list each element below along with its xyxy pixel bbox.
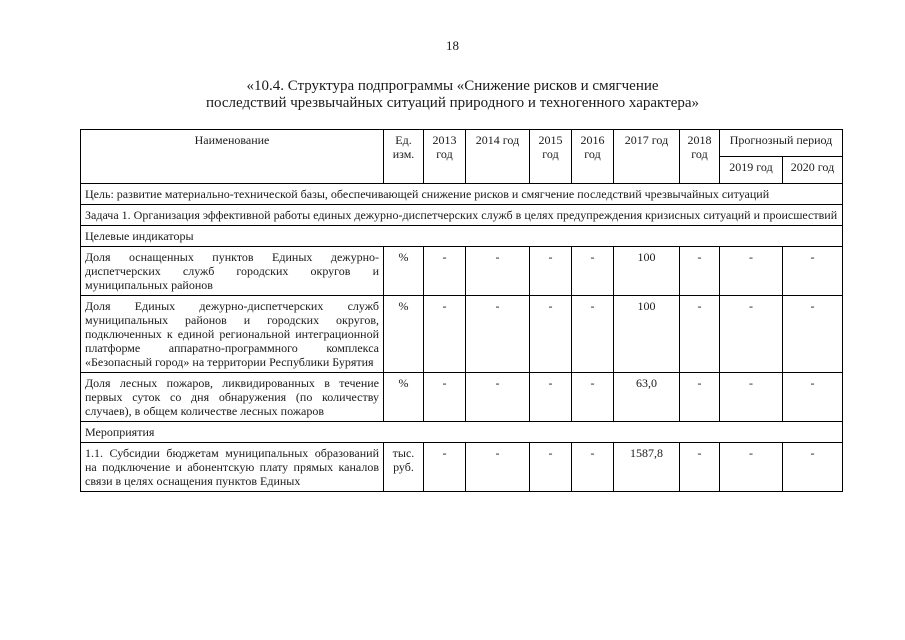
- value-2019: -: [720, 296, 783, 373]
- value-2018: -: [680, 296, 720, 373]
- value-2018: -: [680, 443, 720, 492]
- value-2019: -: [720, 443, 783, 492]
- value-2014: -: [466, 247, 530, 296]
- value-2018: -: [680, 373, 720, 422]
- value-2013: -: [424, 443, 466, 492]
- value-2017: 1587,8: [614, 443, 680, 492]
- indicator-unit: %: [384, 296, 424, 373]
- value-2015: -: [530, 247, 572, 296]
- value-2016: -: [572, 443, 614, 492]
- indicator-name: Доля оснащенных пунктов Единых дежурно-диспетчерских служб городских округов и муниципальных районов: [81, 247, 384, 296]
- page-number: 18: [446, 38, 459, 53]
- measure-name: 1.1. Субсидии бюджетам муниципальных образований на подключение и абонентскую плату прямых каналов связи в целях оснащения пунктов Единых: [81, 443, 384, 492]
- title-line-2: последствий чрезвычайных ситуаций природного и техногенного характера»: [205, 95, 700, 111]
- task-row: [81, 205, 843, 226]
- value-2016: -: [572, 247, 614, 296]
- header-2019: 2019 год: [720, 157, 783, 184]
- value-2020: -: [783, 443, 843, 492]
- value-2020: -: [783, 296, 843, 373]
- value-2016: -: [572, 296, 614, 373]
- measures-label: Мероприятия: [81, 422, 843, 443]
- header-row: [81, 130, 843, 157]
- table-row: [81, 296, 843, 373]
- table-row: [81, 443, 843, 492]
- value-2017: 100: [614, 296, 680, 373]
- value-2015: -: [530, 296, 572, 373]
- header-2013: 2013 год: [424, 130, 466, 184]
- value-2019: -: [720, 247, 783, 296]
- value-2016: -: [572, 373, 614, 422]
- value-2017: 63,0: [614, 373, 680, 422]
- indicator-name: Доля лесных пожаров, ликвидированных в течение первых суток со дня обнаружения (по количеству случаев), в общем количестве лесных пожаров: [81, 373, 384, 422]
- task-text: Задача 1. Организация эффективной работы единых дежурно-диспетчерских служб в целях предупреждения кризисных ситуаций и происшествий: [81, 205, 843, 226]
- goal-row: [81, 184, 843, 205]
- value-2015: -: [530, 373, 572, 422]
- header-unit: Ед. изм.: [384, 130, 424, 184]
- value-2014: -: [466, 373, 530, 422]
- measure-unit: тыс. руб.: [384, 443, 424, 492]
- title-line-1: «10.4. Структура подпрограммы «Снижение рисков и смягчение: [246, 78, 659, 94]
- indicator-unit: %: [384, 247, 424, 296]
- value-2017: 100: [614, 247, 680, 296]
- indicator-unit: %: [384, 373, 424, 422]
- subprogram-structure-table: [80, 129, 843, 492]
- value-2014: -: [466, 296, 530, 373]
- table-row: [81, 373, 843, 422]
- value-2019: -: [720, 373, 783, 422]
- table-row: [81, 247, 843, 296]
- indicators-label: Целевые индикаторы: [81, 226, 843, 247]
- value-2013: -: [424, 247, 466, 296]
- indicator-name: Доля Единых дежурно-диспетчерских служб муниципальных районов и городских округов, подключенных к единой региональной интеграционной платформе аппаратно-программного комплекса «Безопасный город» на территории Республики Бурятия: [81, 296, 384, 373]
- indicators-label-row: [81, 226, 843, 247]
- value-2020: -: [783, 247, 843, 296]
- value-2014: -: [466, 443, 530, 492]
- value-2018: -: [680, 247, 720, 296]
- header-2020: 2020 год: [783, 157, 843, 184]
- header-2016: 2016 год: [572, 130, 614, 184]
- header-2015: 2015 год: [530, 130, 572, 184]
- header-2018: 2018 год: [680, 130, 720, 184]
- goal-text: Цель: развитие материально-технической базы, обеспечивающей снижение рисков и смягчение последствий чрезвычайных ситуаций: [81, 184, 843, 205]
- section-title: [0, 78, 905, 112]
- value-2013: -: [424, 296, 466, 373]
- header-forecast: Прогнозный период: [720, 130, 843, 157]
- value-2020: -: [783, 373, 843, 422]
- value-2013: -: [424, 373, 466, 422]
- value-2015: -: [530, 443, 572, 492]
- header-name: Наименование: [81, 130, 384, 184]
- header-2017: 2017 год: [614, 130, 680, 184]
- measures-label-row: [81, 422, 843, 443]
- header-2014: 2014 год: [466, 130, 530, 184]
